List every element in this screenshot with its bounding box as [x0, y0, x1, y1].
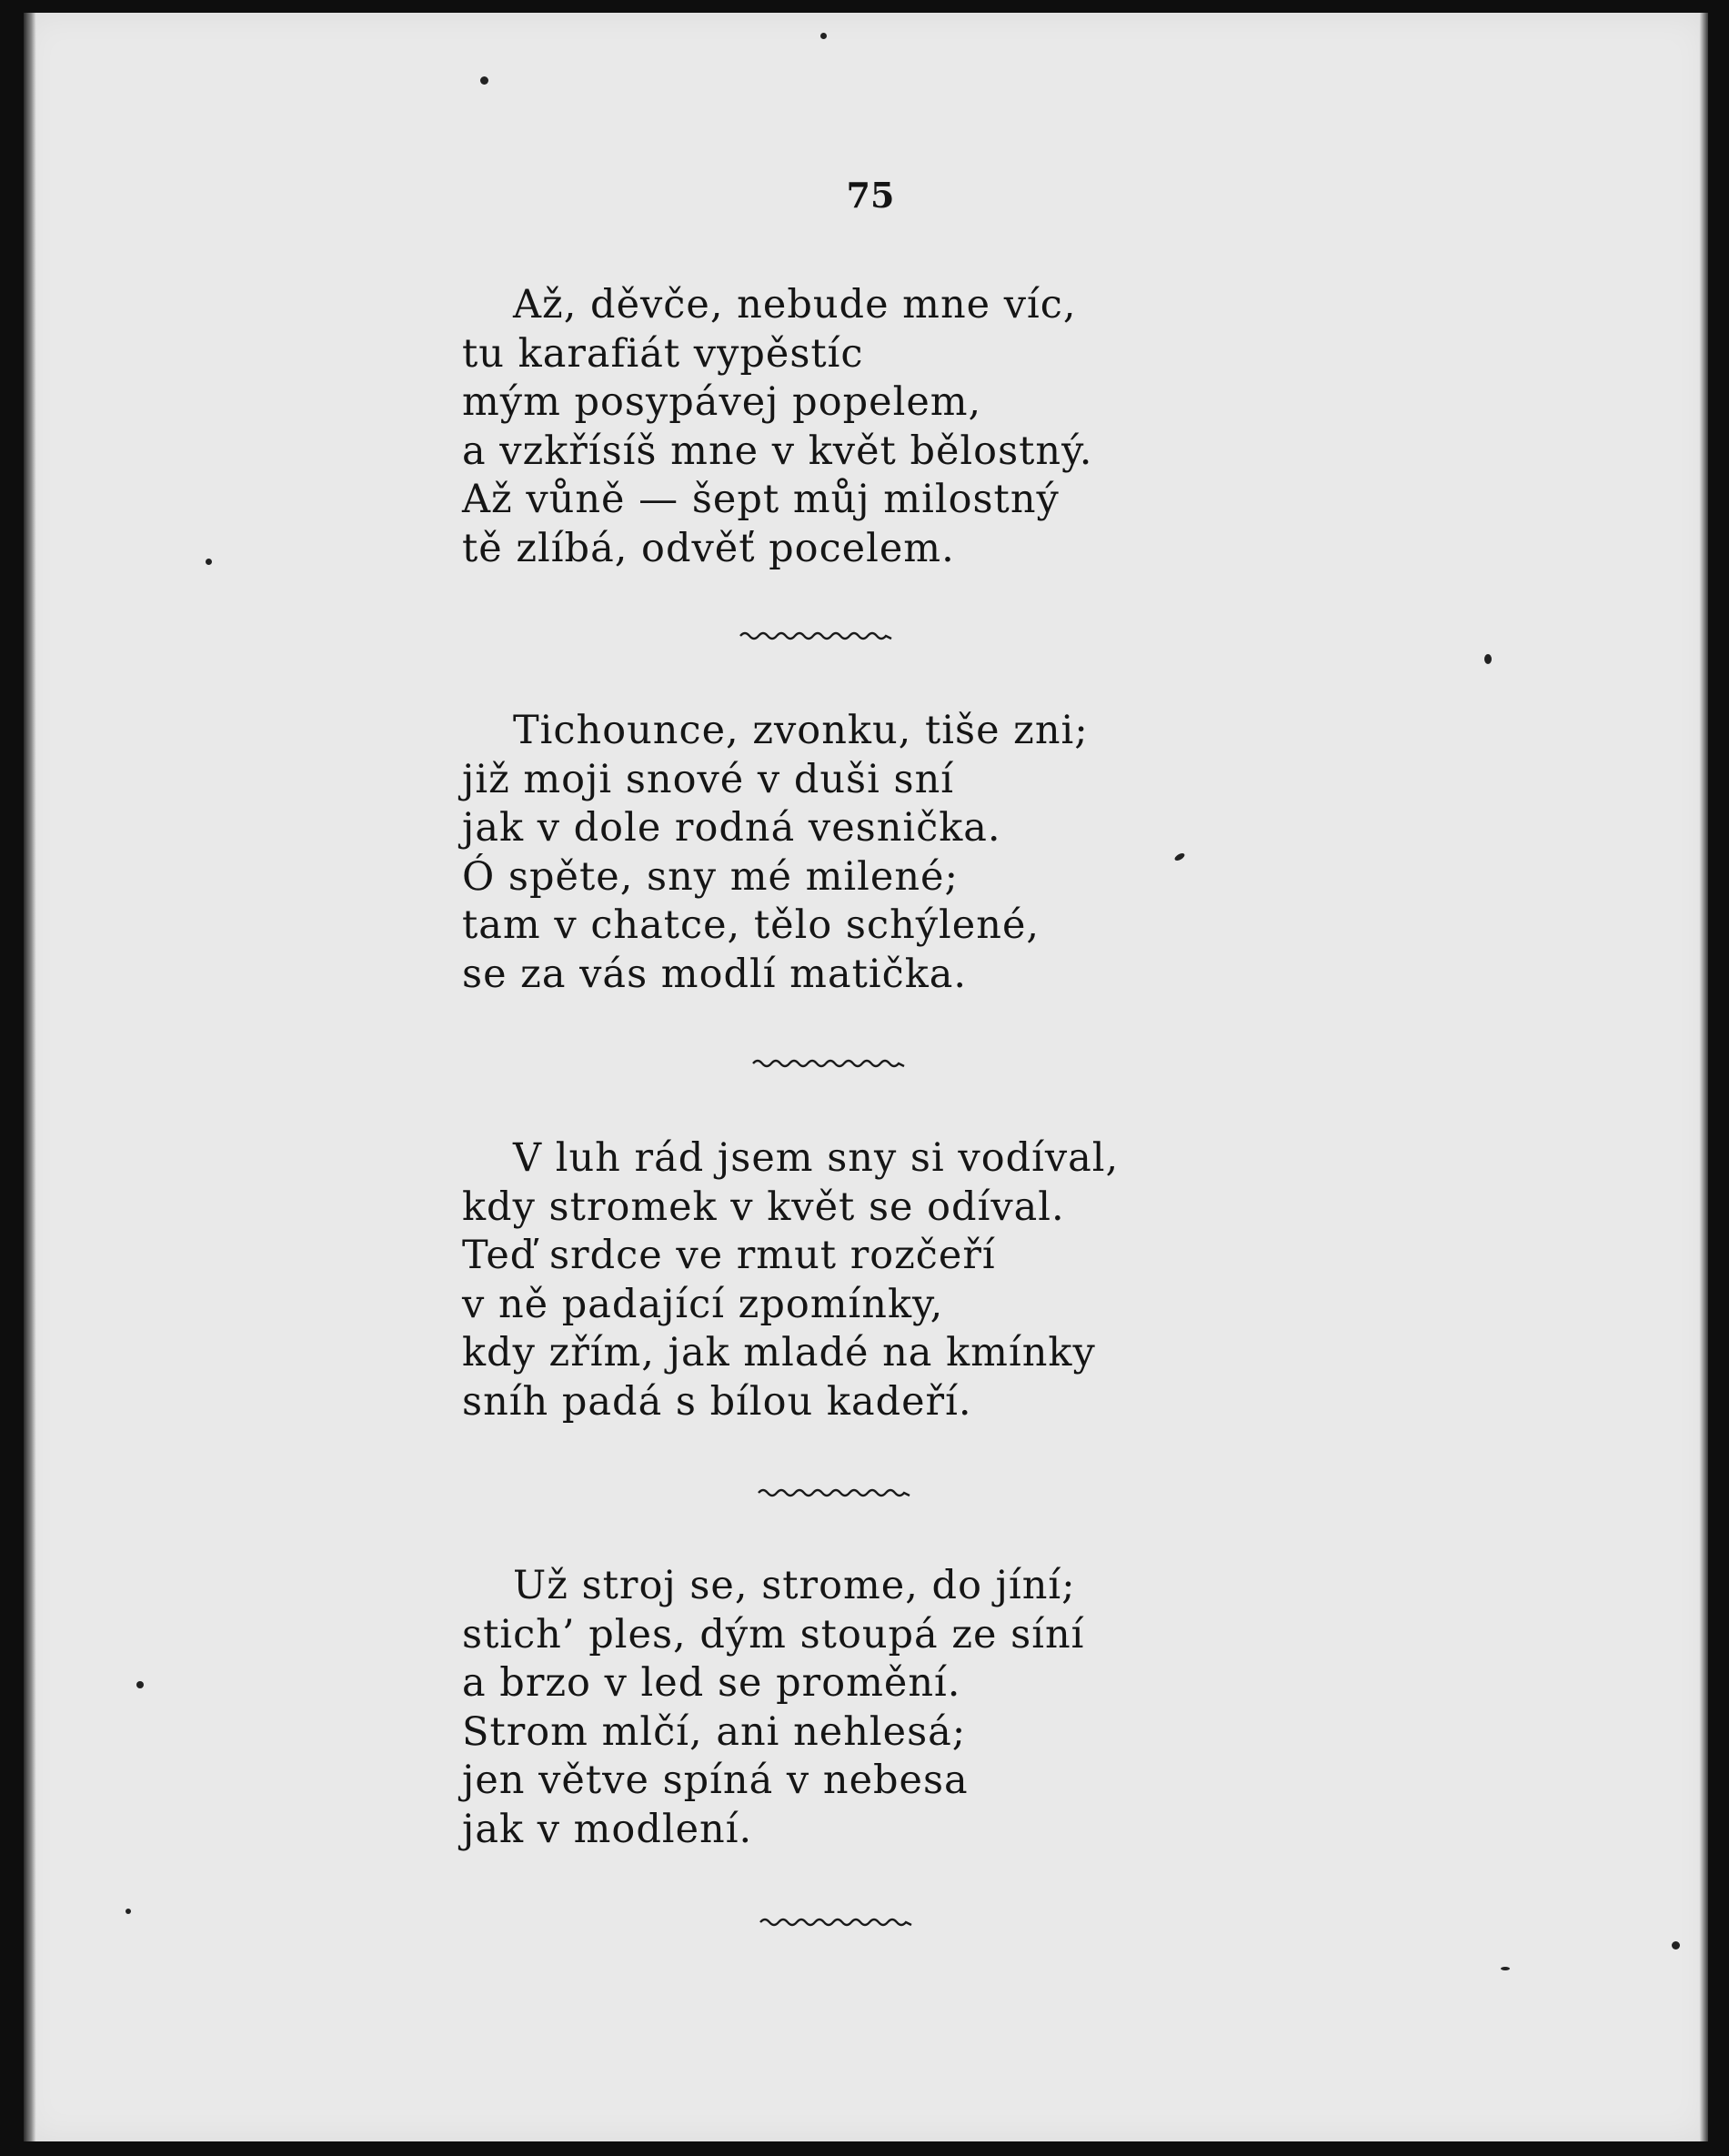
wavy-rule-ornament-icon: [751, 1055, 906, 1072]
poem-line: již moji snové v duši sní: [462, 756, 955, 802]
wavy-rule-ornament-icon: [739, 628, 893, 644]
wavy-rule-ornament-icon: [757, 1485, 911, 1501]
poem-line: jak v dole rodná vesnička.: [462, 805, 1001, 851]
page-right-edge: [1699, 13, 1708, 2141]
poem-line: Tichounce, zvonku, tiše zni;: [513, 708, 1089, 753]
dust-speck: [820, 33, 827, 39]
dust-speck: [126, 1909, 131, 1914]
poem-line: stich’ ples, dým stoupá ze síní: [462, 1611, 1085, 1657]
dust-speck: [1484, 654, 1492, 664]
poem-line: V luh rád jsem sny si vodíval,: [513, 1135, 1120, 1181]
poem-line: jak v modlení.: [462, 1806, 753, 1852]
poem-line: v ně padající zpomínky,: [462, 1281, 944, 1327]
poem-line: tu karafiát vypěstíc: [462, 330, 864, 377]
poem-line: Ó spěte, sny mé milené;: [462, 853, 959, 900]
poem-line: tam v chatce, tělo schýlené,: [462, 902, 1040, 948]
poem-line: Až, děvče, nebude mne víc,: [513, 282, 1077, 327]
poem-line: tě zlíbá, odvěť pocelem.: [462, 525, 955, 571]
poem-line: jen větve spíná v nebesa: [462, 1758, 969, 1803]
stanza-4: [462, 1562, 1281, 1854]
dust-speck: [480, 76, 488, 85]
poem-line: Už stroj se, strome, do jíní;: [513, 1563, 1076, 1608]
stanza-2: [462, 707, 1281, 999]
poem-line: Až vůně — šept můj milostný: [462, 477, 1060, 522]
poem-line: Strom mlčí, ani nehlesá;: [462, 1708, 967, 1755]
dust-speck: [136, 1681, 144, 1688]
page-left-edge: [24, 13, 36, 2141]
dust-speck: [1672, 1941, 1680, 1949]
wavy-rule-ornament-icon: [759, 1914, 913, 1930]
poem-line: kdy zřím, jak mladé na kmínky: [462, 1330, 1096, 1375]
page-number: 75: [846, 175, 895, 216]
poem-line: sníh padá s bílou kadeří.: [462, 1378, 972, 1425]
poem-line: kdy stromek v květ se odíval.: [462, 1184, 1065, 1230]
poem-line: se za vás modlí matička.: [462, 951, 968, 997]
poem-line: a vzkřísíš mne v květ bělostný.: [462, 428, 1093, 474]
book-page: [24, 13, 1708, 2141]
dust-speck: [206, 559, 212, 565]
poem-line: mým posypávej popelem,: [462, 379, 982, 425]
poem-line: a brzo v led se promění.: [462, 1660, 961, 1706]
stanza-1: [462, 281, 1281, 573]
stanza-3: [462, 1134, 1281, 1426]
poem-line: Teď srdce ve rmut rozčeří: [462, 1233, 996, 1278]
dust-speck: [1501, 1967, 1510, 1970]
